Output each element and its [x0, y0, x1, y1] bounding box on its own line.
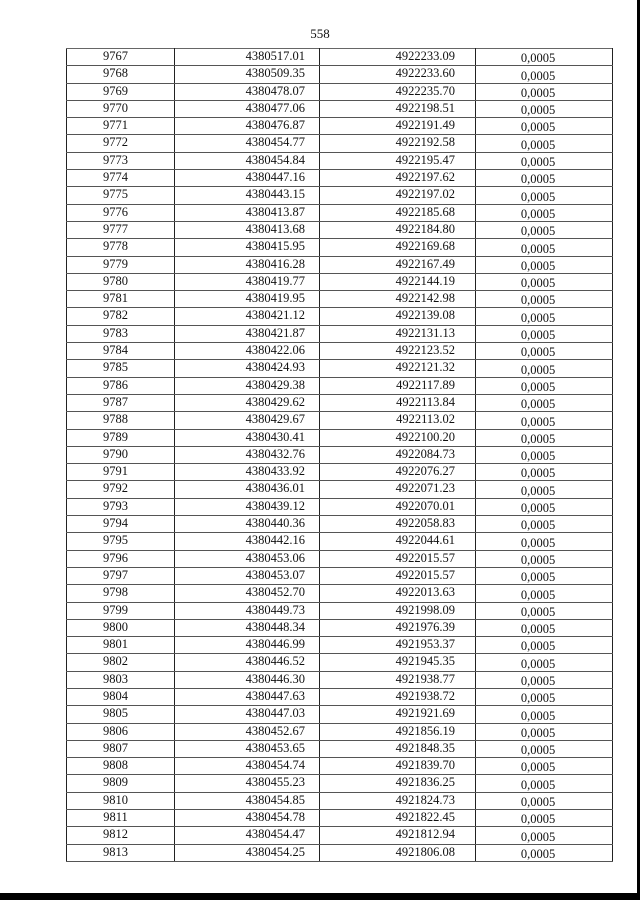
table-row [67, 429, 613, 446]
table-row [67, 135, 613, 152]
page-number: 558 [310, 26, 330, 41]
point-number-cell: 9802 [67, 654, 175, 671]
x-coordinate-cell: 4380429.67 [175, 412, 320, 429]
table-row [67, 256, 613, 273]
y-coordinate-cell: 4921848.35 [320, 740, 476, 757]
table-row [67, 100, 613, 117]
x-coordinate-cell: 4380447.16 [175, 170, 320, 187]
y-coordinate-cell: 4922167.49 [320, 256, 476, 273]
x-coordinate-cell: 4380452.67 [175, 723, 320, 740]
value-cell: 0,0005 [476, 740, 613, 757]
point-number-cell: 9809 [67, 775, 175, 792]
y-coordinate-cell: 4922198.51 [320, 100, 476, 117]
y-coordinate-cell: 4922197.62 [320, 170, 476, 187]
point-number-cell: 9807 [67, 740, 175, 757]
x-coordinate-cell: 4380432.76 [175, 446, 320, 463]
table-row [67, 239, 613, 256]
x-coordinate-cell: 4380439.12 [175, 498, 320, 515]
point-number-cell: 9770 [67, 100, 175, 117]
point-number-cell: 9803 [67, 671, 175, 688]
point-number-cell: 9771 [67, 118, 175, 135]
point-number-cell: 9778 [67, 239, 175, 256]
y-coordinate-cell: 4921998.09 [320, 602, 476, 619]
table-row [67, 308, 613, 325]
table-body [67, 49, 613, 862]
y-coordinate-cell: 4921839.70 [320, 758, 476, 775]
point-number-cell: 9783 [67, 325, 175, 342]
y-coordinate-cell: 4921976.39 [320, 619, 476, 636]
value-cell: 0,0005 [476, 585, 613, 602]
x-coordinate-cell: 4380424.93 [175, 360, 320, 377]
y-coordinate-cell: 4922071.23 [320, 481, 476, 498]
x-coordinate-cell: 4380454.77 [175, 135, 320, 152]
point-number-cell: 9782 [67, 308, 175, 325]
value-cell: 0,0005 [476, 187, 613, 204]
value-cell: 0,0005 [476, 654, 613, 671]
value-cell: 0,0005 [476, 377, 613, 394]
value-cell: 0,0005 [476, 256, 613, 273]
y-coordinate-cell: 4921836.25 [320, 775, 476, 792]
value-cell: 0,0005 [476, 204, 613, 221]
value-cell: 0,0005 [476, 66, 613, 83]
y-coordinate-cell: 4922015.57 [320, 550, 476, 567]
point-number-cell: 9791 [67, 464, 175, 481]
value-cell: 0,0005 [476, 550, 613, 567]
x-coordinate-cell: 4380452.70 [175, 585, 320, 602]
y-coordinate-cell: 4922100.20 [320, 429, 476, 446]
x-coordinate-cell: 4380476.87 [175, 118, 320, 135]
table-row [67, 775, 613, 792]
y-coordinate-cell: 4922044.61 [320, 533, 476, 550]
table-row [67, 792, 613, 809]
point-number-cell: 9804 [67, 688, 175, 705]
x-coordinate-cell: 4380454.84 [175, 152, 320, 169]
value-cell: 0,0005 [476, 723, 613, 740]
table-row [67, 810, 613, 827]
point-number-cell: 9774 [67, 170, 175, 187]
x-coordinate-cell: 4380429.38 [175, 377, 320, 394]
table-row [67, 619, 613, 636]
point-number-cell: 9777 [67, 221, 175, 238]
x-coordinate-cell: 4380449.73 [175, 602, 320, 619]
y-coordinate-cell: 4921921.69 [320, 706, 476, 723]
table-row [67, 740, 613, 757]
x-coordinate-cell: 4380429.62 [175, 394, 320, 411]
table-row [67, 170, 613, 187]
x-coordinate-cell: 4380433.92 [175, 464, 320, 481]
table-row [67, 464, 613, 481]
y-coordinate-cell: 4922235.70 [320, 83, 476, 100]
point-number-cell: 9780 [67, 273, 175, 290]
value-cell: 0,0005 [476, 827, 613, 844]
table-row [67, 654, 613, 671]
value-cell: 0,0005 [476, 810, 613, 827]
y-coordinate-cell: 4921938.72 [320, 688, 476, 705]
point-number-cell: 9811 [67, 810, 175, 827]
point-number-cell: 9797 [67, 567, 175, 584]
point-number-cell: 9787 [67, 394, 175, 411]
y-coordinate-cell: 4921824.73 [320, 792, 476, 809]
value-cell: 0,0005 [476, 671, 613, 688]
table-row [67, 83, 613, 100]
table-row [67, 221, 613, 238]
table-row [67, 360, 613, 377]
point-number-cell: 9785 [67, 360, 175, 377]
y-coordinate-cell: 4921856.19 [320, 723, 476, 740]
value-cell: 0,0005 [476, 83, 613, 100]
point-number-cell: 9767 [67, 49, 175, 66]
y-coordinate-cell: 4922169.68 [320, 239, 476, 256]
x-coordinate-cell: 4380415.95 [175, 239, 320, 256]
table-row [67, 516, 613, 533]
coordinates-table-container [66, 48, 612, 862]
y-coordinate-cell: 4921953.37 [320, 637, 476, 654]
table-row [67, 827, 613, 844]
point-number-cell: 9795 [67, 533, 175, 550]
x-coordinate-cell: 4380453.65 [175, 740, 320, 757]
x-coordinate-cell: 4380440.36 [175, 516, 320, 533]
value-cell: 0,0005 [476, 221, 613, 238]
point-number-cell: 9779 [67, 256, 175, 273]
value-cell: 0,0005 [476, 308, 613, 325]
table-row [67, 706, 613, 723]
value-cell: 0,0005 [476, 792, 613, 809]
point-number-cell: 9798 [67, 585, 175, 602]
value-cell: 0,0005 [476, 498, 613, 515]
table-row [67, 602, 613, 619]
x-coordinate-cell: 4380446.52 [175, 654, 320, 671]
table-row [67, 291, 613, 308]
y-coordinate-cell: 4921822.45 [320, 810, 476, 827]
x-coordinate-cell: 4380453.06 [175, 550, 320, 567]
value-cell: 0,0005 [476, 844, 613, 861]
value-cell: 0,0005 [476, 291, 613, 308]
y-coordinate-cell: 4922070.01 [320, 498, 476, 515]
y-coordinate-cell: 4922191.49 [320, 118, 476, 135]
value-cell: 0,0005 [476, 412, 613, 429]
table-row [67, 412, 613, 429]
value-cell: 0,0005 [476, 118, 613, 135]
value-cell: 0,0005 [476, 273, 613, 290]
table-row [67, 550, 613, 567]
y-coordinate-cell: 4922195.47 [320, 152, 476, 169]
y-coordinate-cell: 4922144.19 [320, 273, 476, 290]
table-row [67, 118, 613, 135]
y-coordinate-cell: 4921806.08 [320, 844, 476, 861]
table-row [67, 637, 613, 654]
y-coordinate-cell: 4922084.73 [320, 446, 476, 463]
y-coordinate-cell: 4922058.83 [320, 516, 476, 533]
point-number-cell: 9786 [67, 377, 175, 394]
y-coordinate-cell: 4922139.08 [320, 308, 476, 325]
x-coordinate-cell: 4380422.06 [175, 343, 320, 360]
x-coordinate-cell: 4380421.12 [175, 308, 320, 325]
point-number-cell: 9794 [67, 516, 175, 533]
y-coordinate-cell: 4922113.84 [320, 394, 476, 411]
table-row [67, 567, 613, 584]
table-row [67, 49, 613, 66]
value-cell: 0,0005 [476, 100, 613, 117]
point-number-cell: 9812 [67, 827, 175, 844]
point-number-cell: 9800 [67, 619, 175, 636]
x-coordinate-cell: 4380447.63 [175, 688, 320, 705]
x-coordinate-cell: 4380436.01 [175, 481, 320, 498]
y-coordinate-cell: 4922142.98 [320, 291, 476, 308]
point-number-cell: 9806 [67, 723, 175, 740]
x-coordinate-cell: 4380419.77 [175, 273, 320, 290]
point-number-cell: 9769 [67, 83, 175, 100]
table-row [67, 152, 613, 169]
point-number-cell: 9792 [67, 481, 175, 498]
table-row [67, 688, 613, 705]
table-row [67, 498, 613, 515]
table-row [67, 723, 613, 740]
x-coordinate-cell: 4380416.28 [175, 256, 320, 273]
x-coordinate-cell: 4380454.74 [175, 758, 320, 775]
value-cell: 0,0005 [476, 325, 613, 342]
x-coordinate-cell: 4380413.87 [175, 204, 320, 221]
table-row [67, 273, 613, 290]
point-number-cell: 9796 [67, 550, 175, 567]
y-coordinate-cell: 4922192.58 [320, 135, 476, 152]
point-number-cell: 9772 [67, 135, 175, 152]
x-coordinate-cell: 4380477.06 [175, 100, 320, 117]
y-coordinate-cell: 4922076.27 [320, 464, 476, 481]
point-number-cell: 9801 [67, 637, 175, 654]
scan-border-bottom [0, 893, 640, 900]
value-cell: 0,0005 [476, 343, 613, 360]
value-cell: 0,0005 [476, 688, 613, 705]
point-number-cell: 9789 [67, 429, 175, 446]
table-row [67, 758, 613, 775]
x-coordinate-cell: 4380453.07 [175, 567, 320, 584]
point-number-cell: 9775 [67, 187, 175, 204]
y-coordinate-cell: 4922121.32 [320, 360, 476, 377]
point-number-cell: 9810 [67, 792, 175, 809]
table-row [67, 585, 613, 602]
value-cell: 0,0005 [476, 602, 613, 619]
x-coordinate-cell: 4380447.03 [175, 706, 320, 723]
value-cell: 0,0005 [476, 758, 613, 775]
x-coordinate-cell: 4380446.30 [175, 671, 320, 688]
table-row [67, 446, 613, 463]
value-cell: 0,0005 [476, 533, 613, 550]
value-cell: 0,0005 [476, 152, 613, 169]
point-number-cell: 9790 [67, 446, 175, 463]
table-row [67, 844, 613, 861]
point-number-cell: 9781 [67, 291, 175, 308]
value-cell: 0,0005 [476, 481, 613, 498]
point-number-cell: 9773 [67, 152, 175, 169]
value-cell: 0,0005 [476, 49, 613, 66]
value-cell: 0,0005 [476, 135, 613, 152]
x-coordinate-cell: 4380448.34 [175, 619, 320, 636]
point-number-cell: 9788 [67, 412, 175, 429]
value-cell: 0,0005 [476, 170, 613, 187]
value-cell: 0,0005 [476, 706, 613, 723]
table-row [67, 325, 613, 342]
x-coordinate-cell: 4380454.85 [175, 792, 320, 809]
point-number-cell: 9784 [67, 343, 175, 360]
point-number-cell: 9776 [67, 204, 175, 221]
value-cell: 0,0005 [476, 394, 613, 411]
x-coordinate-cell: 4380509.35 [175, 66, 320, 83]
table-row [67, 66, 613, 83]
y-coordinate-cell: 4922131.13 [320, 325, 476, 342]
x-coordinate-cell: 4380454.25 [175, 844, 320, 861]
y-coordinate-cell: 4922233.60 [320, 66, 476, 83]
value-cell: 0,0005 [476, 360, 613, 377]
x-coordinate-cell: 4380454.78 [175, 810, 320, 827]
y-coordinate-cell: 4922123.52 [320, 343, 476, 360]
table-row [67, 394, 613, 411]
value-cell: 0,0005 [476, 775, 613, 792]
table-row [67, 533, 613, 550]
y-coordinate-cell: 4922184.80 [320, 221, 476, 238]
table-row [67, 343, 613, 360]
y-coordinate-cell: 4921945.35 [320, 654, 476, 671]
point-number-cell: 9793 [67, 498, 175, 515]
table-row [67, 671, 613, 688]
point-number-cell: 9813 [67, 844, 175, 861]
point-number-cell: 9799 [67, 602, 175, 619]
y-coordinate-cell: 4922233.09 [320, 49, 476, 66]
x-coordinate-cell: 4380430.41 [175, 429, 320, 446]
point-number-cell: 9805 [67, 706, 175, 723]
point-number-cell: 9808 [67, 758, 175, 775]
value-cell: 0,0005 [476, 637, 613, 654]
x-coordinate-cell: 4380443.15 [175, 187, 320, 204]
value-cell: 0,0005 [476, 567, 613, 584]
y-coordinate-cell: 4922013.63 [320, 585, 476, 602]
y-coordinate-cell: 4922015.57 [320, 567, 476, 584]
x-coordinate-cell: 4380446.99 [175, 637, 320, 654]
value-cell: 0,0005 [476, 619, 613, 636]
table-row [67, 187, 613, 204]
value-cell: 0,0005 [476, 516, 613, 533]
x-coordinate-cell: 4380413.68 [175, 221, 320, 238]
y-coordinate-cell: 4922117.89 [320, 377, 476, 394]
x-coordinate-cell: 4380454.47 [175, 827, 320, 844]
table-row [67, 204, 613, 221]
table-row [67, 481, 613, 498]
y-coordinate-cell: 4921812.94 [320, 827, 476, 844]
table-row [67, 377, 613, 394]
y-coordinate-cell: 4921938.77 [320, 671, 476, 688]
y-coordinate-cell: 4922113.02 [320, 412, 476, 429]
value-cell: 0,0005 [476, 239, 613, 256]
x-coordinate-cell: 4380517.01 [175, 49, 320, 66]
value-cell: 0,0005 [476, 446, 613, 463]
x-coordinate-cell: 4380421.87 [175, 325, 320, 342]
y-coordinate-cell: 4922185.68 [320, 204, 476, 221]
x-coordinate-cell: 4380419.95 [175, 291, 320, 308]
value-cell: 0,0005 [476, 429, 613, 446]
x-coordinate-cell: 4380442.16 [175, 533, 320, 550]
x-coordinate-cell: 4380478.07 [175, 83, 320, 100]
y-coordinate-cell: 4922197.02 [320, 187, 476, 204]
coordinates-table [66, 48, 613, 862]
point-number-cell: 9768 [67, 66, 175, 83]
x-coordinate-cell: 4380455.23 [175, 775, 320, 792]
value-cell: 0,0005 [476, 464, 613, 481]
